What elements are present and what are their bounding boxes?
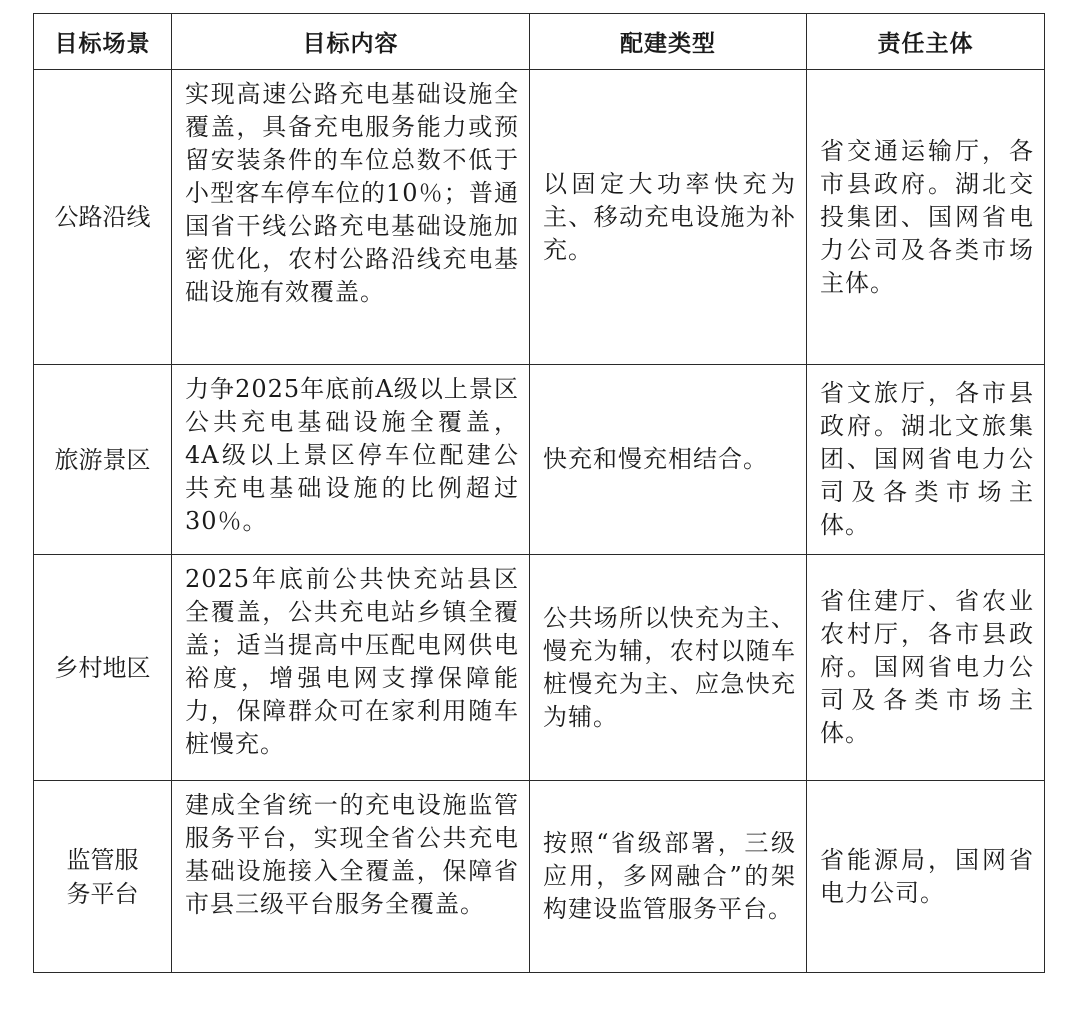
responsible-cell: 省住建厅、省农业农村厅，各市县政府。国网省电力公司及各类市场主体。 <box>807 555 1045 781</box>
table-row <box>34 781 1045 973</box>
scene-label: 监管服务平台 <box>66 845 139 908</box>
content-cell: 实现高速公路充电基础设施全覆盖，具备充电服务能力或预留安装条件的车位总数不低于小型客车停车位的10％；普通国省干线公路充电基础设施加密优化，农村公路沿线充电基础设施有效覆盖。 <box>172 70 530 365</box>
header-row <box>34 14 1045 70</box>
planning-table <box>33 13 1045 973</box>
responsible-cell: 省文旅厅，各市县政府。湖北文旅集团、国网省电力公司及各类市场主体。 <box>807 365 1045 555</box>
scene-cell <box>34 70 172 365</box>
scene-label: 乡村地区 <box>54 653 151 682</box>
table-row <box>34 555 1045 781</box>
type-cell: 快充和慢充相结合。 <box>530 365 807 555</box>
responsible-cell: 省能源局，国网省电力公司。 <box>807 781 1045 973</box>
type-cell: 以固定大功率快充为主、移动充电设施为补充。 <box>530 70 807 365</box>
table-row <box>34 70 1045 365</box>
scene-label: 旅游景区 <box>54 445 151 474</box>
responsible-cell: 省交通运输厅，各市县政府。湖北交投集团、国网省电力公司及各类市场主体。 <box>807 70 1045 365</box>
table-row <box>34 365 1045 555</box>
type-cell: 按照“省级部署，三级应用，多网融合”的架构建设监管服务平台。 <box>530 781 807 973</box>
header-responsible: 责任主体 <box>807 14 1045 70</box>
content-cell: 力争2025年底前A级以上景区公共充电基础设施全覆盖，4A级以上景区停车位配建公共充电基础设施的比例超过30％。 <box>172 365 530 555</box>
scene-cell <box>34 365 172 555</box>
header-content: 目标内容 <box>172 14 530 70</box>
type-cell: 公共场所以快充为主、慢充为辅，农村以随车桩慢充为主、应急快充为辅。 <box>530 555 807 781</box>
scene-label: 公路沿线 <box>54 203 151 231</box>
header-scene: 目标场景 <box>34 14 172 70</box>
header-type: 配建类型 <box>530 14 807 70</box>
content-cell: 2025年底前公共快充站县区全覆盖，公共充电站乡镇全覆盖；适当提高中压配电网供电裕度，增强电网支撑保障能力，保障群众可在家利用随车桩慢充。 <box>172 555 530 781</box>
table-header <box>34 14 1045 70</box>
scene-cell <box>34 555 172 781</box>
scene-cell <box>34 781 172 973</box>
content-cell: 建成全省统一的充电设施监管服务平台，实现全省公共充电基础设施接入全覆盖，保障省市县三级平台服务全覆盖。 <box>172 781 530 973</box>
